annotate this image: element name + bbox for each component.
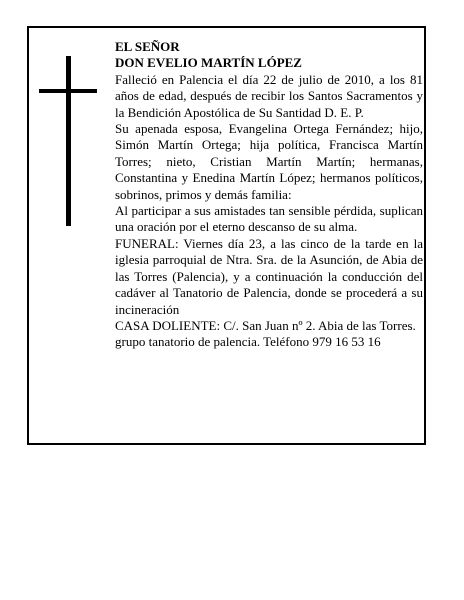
cross-horizontal-bar: [39, 89, 97, 93]
funeral-paragraph: FUNERAL: Viernes día 23, a las cinco de la tarde en la iglesia parroquial de Ntra. Sra. de la Asunción, de Abia de las Torres (Palencia), y a continuación la conducción del cadáver al Tanatorio de Palencia, donde se procederá a su incineración: [115, 235, 423, 317]
prayer-paragraph: Al participar a sus amistades tan sensible pérdida, suplican una oración por el eterno descanso de su alma.: [115, 203, 423, 235]
deceased-name: DON EVELIO MARTÍN LÓPEZ: [115, 55, 302, 71]
death-paragraph: Falleció en Palencia el día 22 de julio de 2010, a los 81 años de edad, después de recibir los Santos Sacramentos y la Bendición Apostólica de Su Santidad D. E. P.: [115, 71, 423, 120]
notice-text: [115, 39, 423, 351]
family-paragraph: Su apenada esposa, Evangelina Ortega Fernández; hijo, Simón Martín Ortega; hija política, Francisca Martín Torres; nieto, Cristian Martín Martín; hermanas, Constantina y Enedina Martín López; hermanos políticos, sobrinos, primos y demás familia:: [115, 121, 423, 202]
house-paragraph: CASA DOLIENTE: C/. San Juan nº 2. Abia de las Torres.: [115, 317, 416, 333]
cross-vertical-bar: [66, 56, 71, 226]
obituary-notice: [27, 26, 426, 445]
footer-line: grupo tanatorio de palencia. Teléfono 979 16 53 16: [115, 334, 381, 350]
notice-heading-line1: EL SEÑOR: [115, 39, 180, 54]
